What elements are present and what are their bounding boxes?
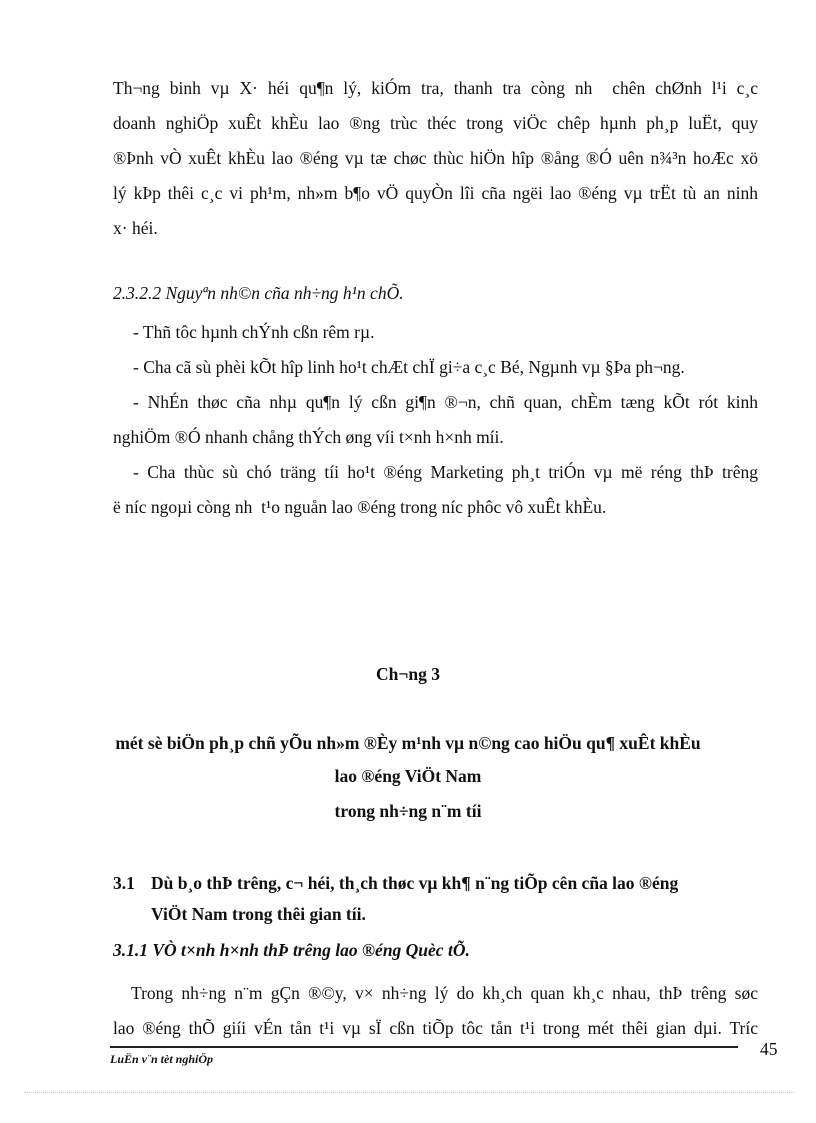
causes-list — [113, 315, 758, 525]
section-heading-2-3-2-2: 2.3.2.2 Nguyªn nh©n cña nh÷ng h¹n chÕ. — [113, 283, 404, 303]
page-bottom-border — [24, 1092, 794, 1093]
paragraph-international-market — [113, 976, 758, 1046]
page-number: 45 — [760, 1039, 778, 1059]
list-item: - Cha cã sù phèi kÕt hîp linh ho¹t chÆt chÏ gi÷a c¸c Bé, Ngµnh vµ §Þa ph¬ng. — [133, 357, 685, 377]
chapter-title-line-1: mét sè biÖn ph¸p chñ yÕu nh»m ®Èy m¹nh vµ n©ng cao hiÖu qu¶ xuÊt khÈu — [115, 733, 701, 753]
list-item: - Cha thùc sù chó träng tíi ho¹t ®éng Marketing ph¸t triÓn vµ më réng thÞ trêng — [133, 462, 758, 482]
text-line: ®Þnh vÒ xuÊt khÈu lao ®éng vµ tæ chøc thùc hiÖn hîp ®ång ®Ó uên n¾³n hoÆc xö — [113, 148, 758, 168]
text-line: Th¬ng binh vµ X· héi qu¶n lý, kiÓm tra, thanh tra còng nh chên chØnh l¹i c¸c — [113, 78, 758, 98]
paragraph-ministry-responsibility — [113, 71, 758, 246]
footer-title: LuËn v¨n tèt nghiÖp — [110, 1052, 214, 1066]
section-title-line-1: Dù b¸o thÞ trêng, c¬ héi, th¸ch thøc vµ kh¶ n¨ng tiÕp cên cña lao ®éng — [151, 873, 679, 893]
list-item-continuation: nghiÖm ®Ó nhanh chång thÝch øng víi t×nh h×nh míi. — [113, 427, 504, 447]
section-heading-3-1-1: 3.1.1 VÒ t×nh h×nh thÞ trêng lao ®éng Quèc tÕ. — [113, 940, 470, 960]
list-item: - Thñ tôc hµnh chÝnh cßn rêm rµ. — [133, 322, 375, 342]
text-line: Trong nh÷ng n¨m gÇn ®©y, v× nh÷ng lý do kh¸ch quan kh¸c nhau, thÞ trêng søc — [131, 983, 758, 1003]
text-line: x· héi. — [113, 218, 158, 238]
section-number: 3.1 — [113, 873, 135, 893]
text-line: lao ®éng thÕ giíi vÉn tån t¹i vµ sÏ cßn tiÕp tôc tån t¹i trong mét thêi gian dµi. Tríc — [113, 1018, 758, 1038]
section-heading-3-1 — [113, 868, 763, 930]
chapter-label: Ch¬ng 3 — [376, 664, 440, 684]
text-line: doanh nghiÖp xuÊt khÈu lao ®ng trùc théc trong viÖc chêp hµnh ph¸p luËt, quy — [113, 113, 758, 133]
chapter-title-line-3: trong nh÷ng n¨m tíi — [334, 801, 482, 821]
list-item: - NhÉn thøc cña nhµ qu¶n lý cßn gi¶n ®¬n, chñ quan, chÈm tæng kÕt rót kinh — [133, 392, 758, 412]
text-line: lý kÞp thêi c¸c vi ph¹m, nh»m b¶o vÖ quyÒn lîi cña ngëi lao ®éng vµ trËt tù an ninh — [113, 183, 758, 203]
list-item-continuation: ë níc ngoµi còng nh t¹o nguån lao ®éng trong níc phôc vô xuÊt khÈu. — [113, 497, 607, 517]
section-title-line-2: ViÖt Nam trong thêi gian tíi. — [151, 904, 366, 924]
chapter-title-line-2: lao ®éng ViÖt Nam — [334, 766, 482, 786]
footer-divider — [110, 1046, 738, 1048]
